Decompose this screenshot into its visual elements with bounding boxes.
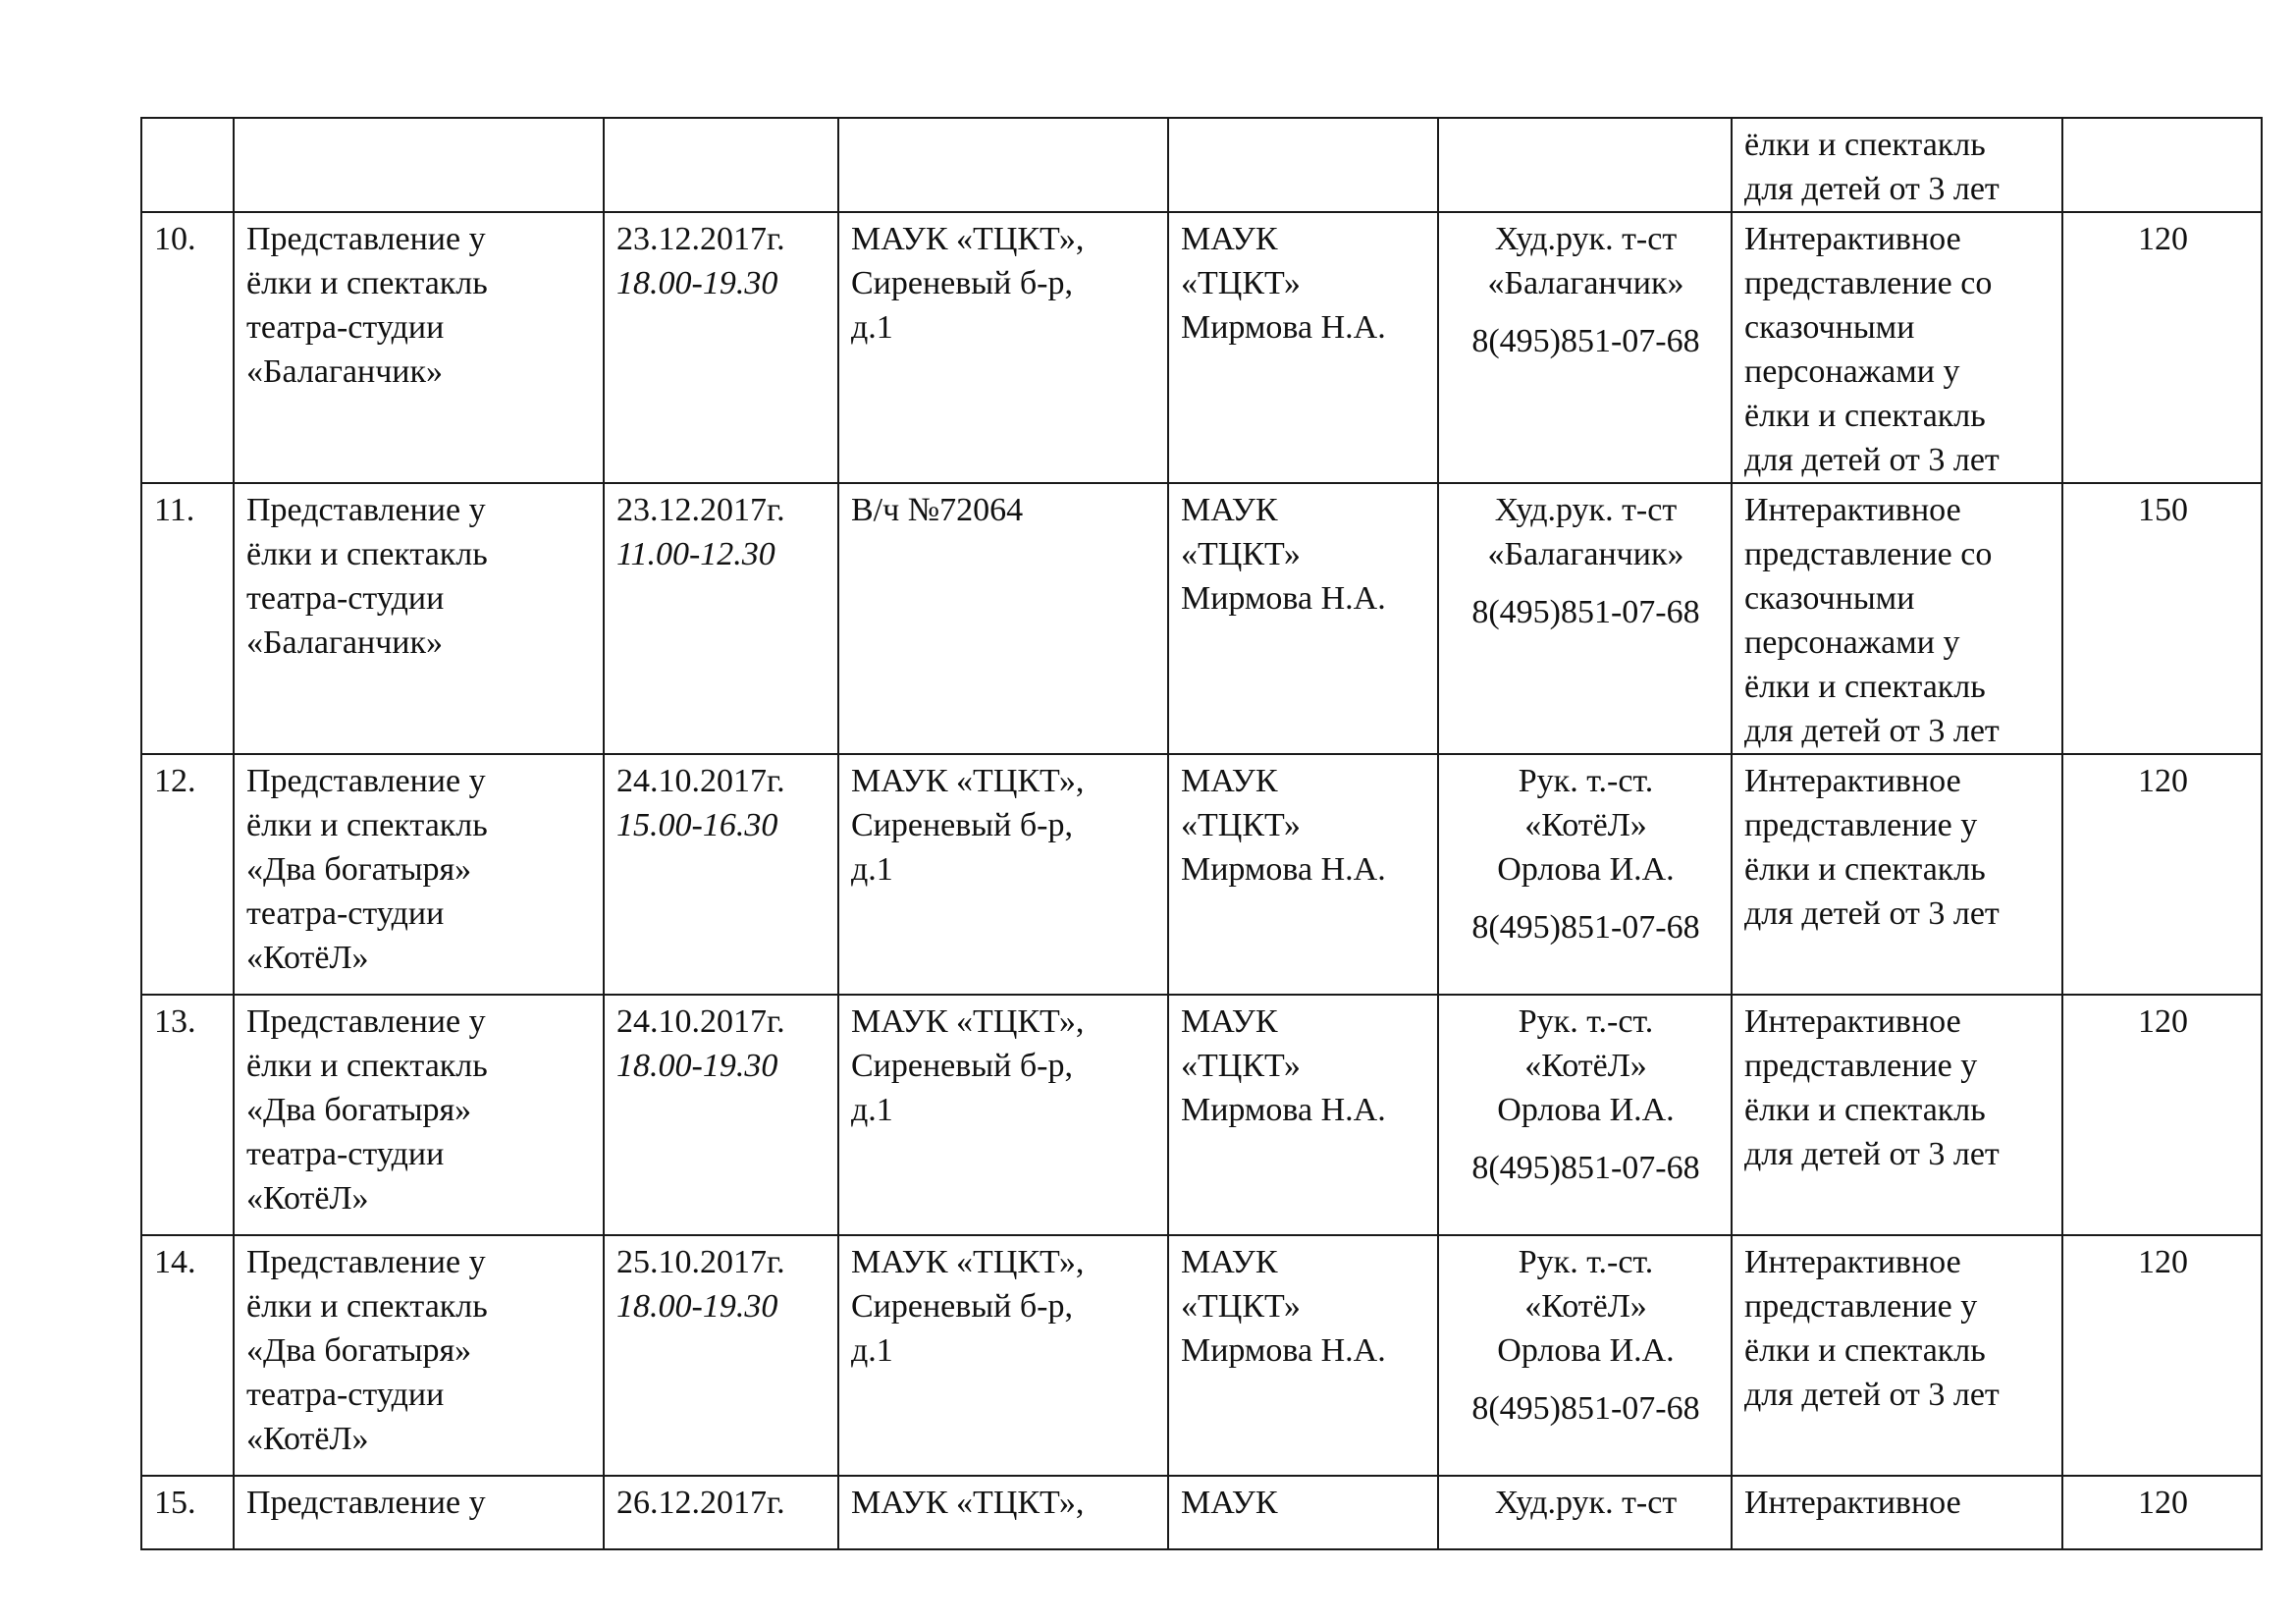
cell-place bbox=[838, 118, 1168, 212]
cell-date bbox=[604, 1235, 838, 1476]
cell-event-name bbox=[234, 483, 604, 754]
row-number: 15. bbox=[154, 1485, 196, 1521]
event-time: 18.00-19.30 bbox=[616, 1048, 778, 1084]
cell-contact bbox=[1438, 1235, 1732, 1476]
event-description: Интерактивное bbox=[1744, 1485, 1961, 1521]
participant-count: 150 bbox=[2138, 492, 2188, 528]
cell-count bbox=[2062, 1476, 2262, 1549]
cell-number bbox=[141, 995, 234, 1235]
event-place: МАУК «ТЦКТ», bbox=[851, 1485, 1085, 1521]
cell-date bbox=[604, 1476, 838, 1549]
table-row bbox=[141, 1476, 2262, 1549]
cell-date bbox=[604, 118, 838, 212]
table-row bbox=[141, 483, 2262, 754]
contact-phone: 8(495)851-07-68 bbox=[1471, 1390, 1700, 1427]
event-description: Интерактивное представление у ёлки и спектакль для детей от 3 лет bbox=[1744, 1244, 2000, 1413]
table-row bbox=[141, 754, 2262, 995]
cell-number bbox=[141, 1235, 234, 1476]
cell-count bbox=[2062, 995, 2262, 1235]
contact-phone: 8(495)851-07-68 bbox=[1471, 594, 1700, 630]
cell-number bbox=[141, 483, 234, 754]
event-time: 18.00-19.30 bbox=[616, 1288, 778, 1325]
cell-count bbox=[2062, 483, 2262, 754]
cell-number bbox=[141, 118, 234, 212]
contact-person: Рук. т.-ст. «КотёЛ» Орлова И.А. bbox=[1497, 1003, 1675, 1128]
row-number: 13. bbox=[154, 1003, 196, 1040]
cell-place bbox=[838, 483, 1168, 754]
table-row-continuation bbox=[141, 118, 2262, 212]
row-number: 10. bbox=[154, 221, 196, 257]
participant-count: 120 bbox=[2138, 1485, 2188, 1521]
cell-organizer bbox=[1168, 1235, 1438, 1476]
row-number: 14. bbox=[154, 1244, 196, 1280]
cell-count bbox=[2062, 118, 2262, 212]
event-name: Представление у ёлки и спектакль «Два богатыря» театра-студии «КотёЛ» bbox=[246, 1003, 488, 1217]
table-row bbox=[141, 995, 2262, 1235]
cell-organizer bbox=[1168, 995, 1438, 1235]
cell-description bbox=[1732, 483, 2062, 754]
event-description: Интерактивное представление со сказочными персонажами у ёлки и спектакль для детей от 3 лет bbox=[1744, 492, 2000, 749]
cell-date bbox=[604, 212, 838, 483]
event-description: Интерактивное представление у ёлки и спектакль для детей от 3 лет bbox=[1744, 1003, 2000, 1172]
participant-count: 120 bbox=[2138, 221, 2188, 257]
event-name: Представление у ёлки и спектакль «Два богатыря» театра-студии «КотёЛ» bbox=[246, 763, 488, 976]
cell-event-name bbox=[234, 1235, 604, 1476]
event-place: МАУК «ТЦКТ», Сиреневый б-р, д.1 bbox=[851, 763, 1085, 888]
contact-phone: 8(495)851-07-68 bbox=[1471, 323, 1700, 359]
cell-place bbox=[838, 212, 1168, 483]
event-organizer: МАУК «ТЦКТ» Мирмова Н.А. bbox=[1181, 1003, 1386, 1128]
cell-contact bbox=[1438, 212, 1732, 483]
cell-place bbox=[838, 995, 1168, 1235]
contact-person: Худ.рук. т-ст bbox=[1494, 1485, 1678, 1521]
cell-organizer bbox=[1168, 483, 1438, 754]
event-time: 18.00-19.30 bbox=[616, 265, 778, 301]
participant-count: 120 bbox=[2138, 1003, 2188, 1040]
event-name: Представление у ёлки и спектакль театра-студии «Балаганчик» bbox=[246, 221, 488, 390]
cell-description bbox=[1732, 1235, 2062, 1476]
event-name: Представление у ёлки и спектакль «Два богатыря» театра-студии «КотёЛ» bbox=[246, 1244, 488, 1457]
cell-contact bbox=[1438, 1476, 1732, 1549]
event-time: 11.00-12.30 bbox=[616, 536, 775, 572]
description-text: ёлки и спектакль для детей от 3 лет bbox=[1744, 127, 2000, 207]
event-place: МАУК «ТЦКТ», Сиреневый б-р, д.1 bbox=[851, 1244, 1085, 1369]
cell-date bbox=[604, 995, 838, 1235]
contact-person: Рук. т.-ст. «КотёЛ» Орлова И.А. bbox=[1497, 763, 1675, 888]
cell-description bbox=[1732, 995, 2062, 1235]
event-organizer: МАУК bbox=[1181, 1485, 1278, 1521]
cell-description bbox=[1732, 1476, 2062, 1549]
cell-event-name bbox=[234, 118, 604, 212]
event-place: МАУК «ТЦКТ», Сиреневый б-р, д.1 bbox=[851, 221, 1085, 346]
events-table bbox=[140, 117, 2263, 1550]
event-organizer: МАУК «ТЦКТ» Мирмова Н.А. bbox=[1181, 492, 1386, 617]
cell-count bbox=[2062, 212, 2262, 483]
cell-contact bbox=[1438, 118, 1732, 212]
cell-description bbox=[1732, 754, 2062, 995]
cell-event-name bbox=[234, 995, 604, 1235]
participant-count: 120 bbox=[2138, 1244, 2188, 1280]
cell-contact bbox=[1438, 995, 1732, 1235]
cell-place bbox=[838, 1235, 1168, 1476]
event-place: МАУК «ТЦКТ», Сиреневый б-р, д.1 bbox=[851, 1003, 1085, 1128]
table-row bbox=[141, 212, 2262, 483]
participant-count: 120 bbox=[2138, 763, 2188, 799]
event-time: 15.00-16.30 bbox=[616, 807, 778, 843]
event-place: В/ч №72064 bbox=[851, 492, 1024, 528]
cell-description bbox=[1732, 118, 2062, 212]
event-name: Представление у ёлки и спектакль театра-студии «Балаганчик» bbox=[246, 492, 488, 661]
contact-person: Худ.рук. т-ст «Балаганчик» bbox=[1487, 492, 1684, 572]
event-date: 23.12.2017г. bbox=[616, 492, 785, 528]
row-number: 12. bbox=[154, 763, 196, 799]
cell-number bbox=[141, 1476, 234, 1549]
cell-organizer bbox=[1168, 1476, 1438, 1549]
event-date: 26.12.2017г. bbox=[616, 1485, 785, 1521]
event-date: 24.10.2017г. bbox=[616, 763, 785, 799]
row-number: 11. bbox=[154, 492, 195, 528]
event-name: Представление у bbox=[246, 1485, 486, 1521]
cell-event-name bbox=[234, 1476, 604, 1549]
cell-organizer bbox=[1168, 212, 1438, 483]
cell-organizer bbox=[1168, 754, 1438, 995]
event-organizer: МАУК «ТЦКТ» Мирмова Н.А. bbox=[1181, 1244, 1386, 1369]
cell-number bbox=[141, 754, 234, 995]
table-row bbox=[141, 1235, 2262, 1476]
cell-event-name bbox=[234, 212, 604, 483]
cell-date bbox=[604, 754, 838, 995]
cell-date bbox=[604, 483, 838, 754]
cell-count bbox=[2062, 1235, 2262, 1476]
cell-organizer bbox=[1168, 118, 1438, 212]
event-date: 24.10.2017г. bbox=[616, 1003, 785, 1040]
event-description: Интерактивное представление со сказочными персонажами у ёлки и спектакль для детей от 3 лет bbox=[1744, 221, 2000, 478]
event-organizer: МАУК «ТЦКТ» Мирмова Н.А. bbox=[1181, 763, 1386, 888]
event-date: 25.10.2017г. bbox=[616, 1244, 785, 1280]
cell-contact bbox=[1438, 754, 1732, 995]
event-description: Интерактивное представление у ёлки и спектакль для детей от 3 лет bbox=[1744, 763, 2000, 932]
contact-person: Худ.рук. т-ст «Балаганчик» bbox=[1487, 221, 1684, 301]
event-date: 23.12.2017г. bbox=[616, 221, 785, 257]
cell-place bbox=[838, 754, 1168, 995]
cell-event-name bbox=[234, 754, 604, 995]
cell-place bbox=[838, 1476, 1168, 1549]
contact-person: Рук. т.-ст. «КотёЛ» Орлова И.А. bbox=[1497, 1244, 1675, 1369]
cell-number bbox=[141, 212, 234, 483]
cell-description bbox=[1732, 212, 2062, 483]
cell-contact bbox=[1438, 483, 1732, 754]
cell-count bbox=[2062, 754, 2262, 995]
contact-phone: 8(495)851-07-68 bbox=[1471, 1150, 1700, 1186]
event-organizer: МАУК «ТЦКТ» Мирмова Н.А. bbox=[1181, 221, 1386, 346]
contact-phone: 8(495)851-07-68 bbox=[1471, 909, 1700, 946]
